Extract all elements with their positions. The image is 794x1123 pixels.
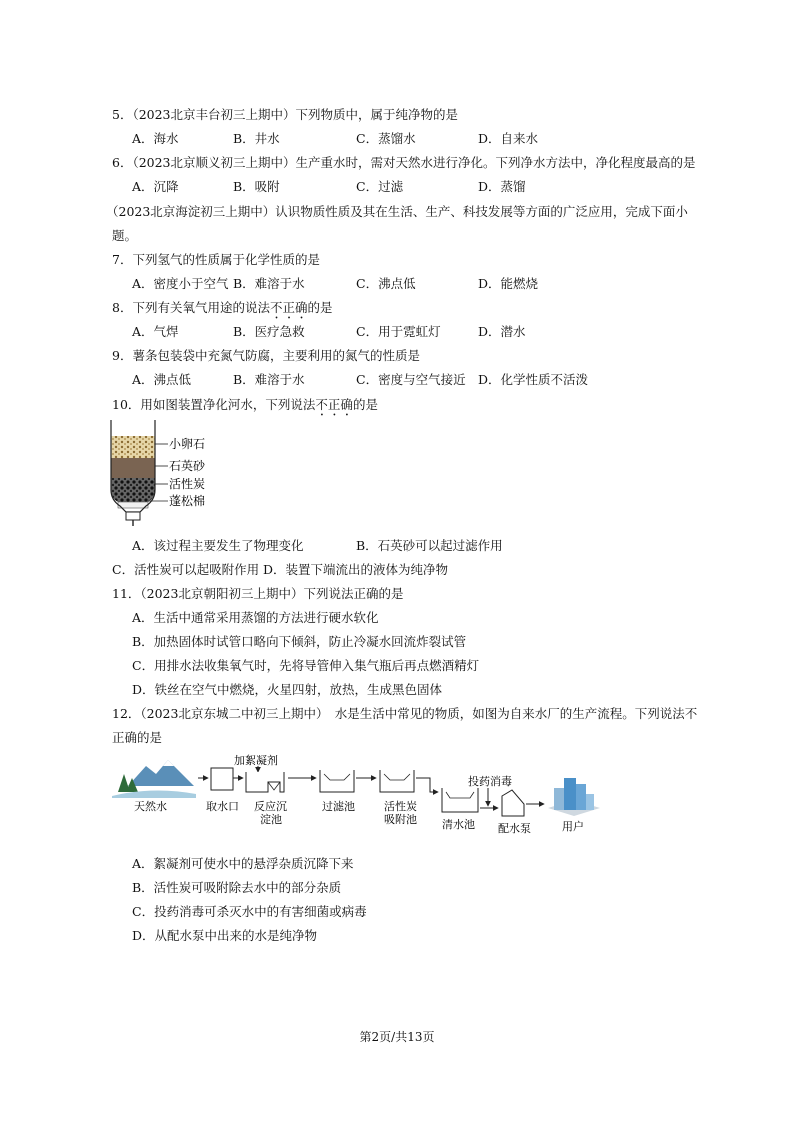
q8-option-a: A．气焊 (132, 324, 179, 339)
label-user: 用户 (562, 820, 584, 833)
page-footer: 第2页/共13页 (359, 1030, 435, 1044)
label-clear-water-tank: 清水池 (442, 818, 475, 831)
q8-stem-emphasis: 不正确 (269, 300, 308, 315)
label-pump: 配水泵 (498, 822, 531, 835)
q12-option-b: B．活性炭可吸附除去水中的部分杂质 (132, 880, 342, 895)
quartz-sand-layer (111, 458, 155, 478)
carbon-tank (380, 770, 414, 792)
filter-top-space (111, 420, 155, 436)
q7-option-d: D．能燃烧 (478, 276, 539, 291)
q10-option-a: A．该过程主要发生了物理变化 (132, 538, 304, 553)
q6-stem: 6．（2023北京顺义初三上期中）生产重水时，需对天然水进行净化。下列净水方法中，净化程度最高的是 (112, 155, 696, 170)
q8-stem-pre: 8．下列有关氧气用途的说法 (112, 300, 270, 315)
q6-option-a: A．沉降 (132, 179, 179, 194)
q9-option-d: D．化学性质不活泼 (478, 372, 589, 387)
label-filter-tank: 过滤池 (322, 800, 355, 813)
q8-option-d: D．潜水 (478, 324, 526, 339)
filter-tank (320, 770, 354, 792)
q12-stem-line2: 正确的是 (112, 730, 163, 745)
label-natural-water: 天然水 (134, 800, 167, 813)
user-buildings-icon (548, 778, 600, 816)
q7-option-a: A．密度小于空气 (132, 276, 229, 291)
label-reaction-tank-1: 反应沉 (254, 800, 287, 813)
q9-option-a: A．沸点低 (132, 372, 192, 387)
q5-option-c: C．蒸馏水 (356, 131, 416, 146)
q8-option-b: B．医疗急救 (233, 324, 305, 339)
label-activated-carbon: 活性炭 (169, 477, 206, 491)
q11-option-d: D．铁丝在空气中燃烧，火星四射，放热，生成黑色固体 (132, 682, 443, 697)
q5-option-d: D．自来水 (478, 131, 539, 146)
q9-stem: 9．薯条包装袋中充氮气防腐，主要利用的氮气的性质是 (112, 348, 420, 363)
q5-option-a: A．海水 (132, 131, 179, 146)
q8-stem (112, 300, 333, 322)
arrow-5 (416, 778, 438, 792)
label-carbon-tank-1: 活性炭 (384, 800, 417, 813)
q10-stem-post: 的是 (352, 397, 378, 412)
label-flocculant: 加絮凝剂 (234, 754, 278, 767)
q12-option-a: A．絮凝剂可使水中的悬浮杂质沉降下来 (132, 856, 354, 871)
q12-stem-line1: 12．（2023北京东城二中初三上期中） 水是生活中常见的物质，如图为自来水厂的生产流程。下列说法不 (112, 706, 698, 721)
q9-option-b: B．难溶于水 (233, 372, 305, 387)
q5-stem: 5．（2023北京丰台初三上期中）下列物质中，属于纯净物的是 (112, 107, 459, 122)
q7-option-b: B．难溶于水 (233, 276, 305, 291)
q5-option-b: B．井水 (233, 131, 280, 146)
q6-option-d: D．蒸馏 (478, 179, 526, 194)
q10-stem-emphasis: 不正确 (315, 397, 353, 412)
q11-option-c: C．用排水法收集氧气时，先将导管伸入集气瓶后再点燃酒精灯 (132, 658, 480, 673)
pebble-layer (111, 436, 155, 458)
q10-stem (112, 397, 378, 419)
group-intro-line2: 题。 (112, 228, 138, 243)
natural-water-icon (112, 760, 196, 798)
activated-carbon-layer (111, 478, 155, 502)
filter-apparatus-figure (108, 420, 228, 530)
label-quartz-sand: 石英砂 (169, 459, 206, 473)
reaction-tank (246, 772, 284, 792)
q10-option-b: B．石英砂可以起过滤作用 (356, 538, 503, 553)
label-intake: 取水口 (206, 800, 239, 813)
q12-option-c: C．投药消毒可杀灭水中的有害细菌或病毒 (132, 904, 367, 919)
q8-stem-post: 的是 (307, 300, 333, 315)
water-plant-flow-diagram (108, 752, 608, 844)
q7-option-c: C．沸点低 (356, 276, 416, 291)
group-intro-line1: （2023北京海淀初三上期中）认识物质性质及其在生活、生产、科技发展等方面的广泛应用，完成下面小 (106, 204, 688, 219)
label-pebble: 小卵石 (169, 437, 206, 451)
filter-outlet (126, 512, 140, 520)
q11-option-a: A．生活中通常采用蒸馏的方法进行硬水软化 (132, 610, 379, 625)
q10-option-cd: C．活性炭可以起吸附作用 D．装置下端流出的液体为纯净物 (112, 562, 449, 577)
q11-option-b: B．加热固体时试管口略向下倾斜，防止冷凝水回流炸裂试管 (132, 634, 467, 649)
label-cotton: 蓬松棉 (169, 494, 206, 508)
label-disinfect: 投药消毒 (468, 775, 512, 788)
q6-option-b: B．吸附 (233, 179, 280, 194)
q11-stem: 11．（2023北京朝阳初三上期中）下列说法正确的是 (112, 586, 404, 601)
label-carbon-tank-2: 吸附池 (384, 813, 417, 826)
clear-water-tank (442, 788, 478, 812)
label-reaction-tank-2: 淀池 (260, 813, 282, 826)
reaction-tank-baffle (268, 782, 280, 790)
pump-house (502, 790, 524, 816)
q10-stem-pre: 10．用如图装置净化河水，下列说法 (112, 397, 316, 412)
intake-box (211, 768, 233, 790)
q7-stem: 7．下列氢气的性质属于化学性质的是 (112, 252, 320, 267)
q8-option-c: C．用于霓虹灯 (356, 324, 441, 339)
q6-option-c: C．过滤 (356, 179, 404, 194)
cotton-layer (118, 502, 148, 508)
q12-option-d: D．从配水泵中出来的水是纯净物 (132, 928, 318, 943)
q9-option-c: C．密度与空气接近 (356, 372, 466, 387)
